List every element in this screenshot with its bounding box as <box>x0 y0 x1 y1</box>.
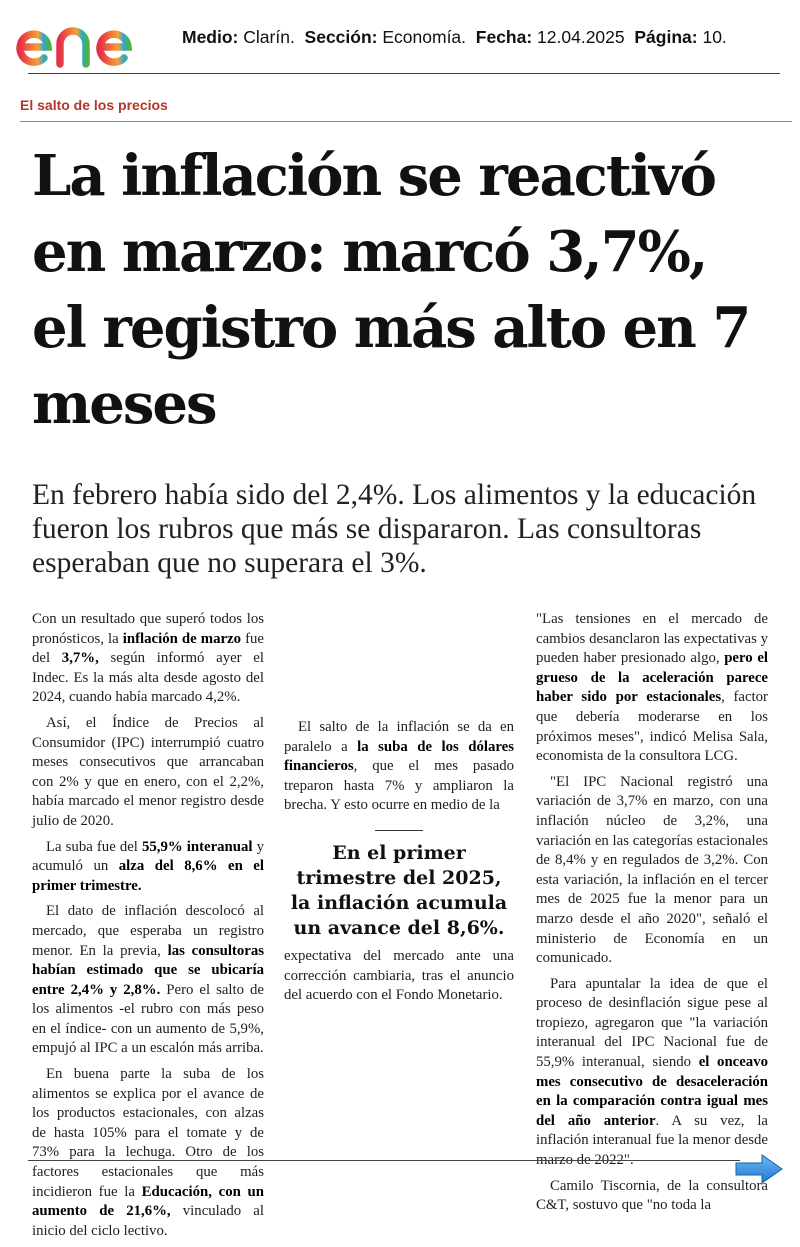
article-column-2-body <box>284 718 514 1012</box>
footer-divider <box>28 1160 740 1161</box>
paragraph-8: "El IPC Nacional registró una variación de 3,7% en marzo, con una inflación núcleo de 3,2%, una variación en las categorías estacionales de 8,4% y en regulados de 3,2%. Con esta variación, la inflación en el tercer mes de 2025 fue la menor para un marzo desde el año 2020", señaló el ministerio de Economía en un comunicado. <box>536 773 768 967</box>
headline: La inflación se reactivó en marzo: marcó 3,7%, el registro más alto en 7 meses <box>32 143 750 437</box>
paragraph-1: Con un resultado que superó todos los pronósticos, la inflación de marzo fue del 3,7%, según informó ayer el Indec. Es la más alta desde agosto del 2024, cuando había marcado 4,2%. <box>32 611 264 706</box>
paragraph-2: Así, el Índice de Precios al Consumidor (IPC) interrumpió cuatro meses consecutivos que arrancaban con 2% y que en enero, con el 2,2%, había marcado el menor registro desde julio de 2020. <box>32 714 264 829</box>
pullquote: En el primer trimestre del 2025, la inflación acumula un avance del 8,6%. <box>290 841 508 939</box>
paragraph-7: "Las tensiones en el mercado de cambios desanclaron las expectativas y pueden haber presionado algo, pero el grueso de la aceleración parece haber sido por estacionales, factor que debería moderarse en los próximos meses", indicó Melisa Sala, economista de la consultora LCG. <box>536 611 769 765</box>
paragraph-10: Camilo Tiscornia, de la consultora C&T, sostuvo que "no toda la <box>536 1177 768 1214</box>
medio-value: Clarín. <box>243 27 295 47</box>
paragraph-9: Para apuntalar la idea de que el proceso de desinflación sigue pese al tropiezo, agregaron que "la variación interanual del IPC Nacional fue de 55,9% interanual, siendo el onceavo mes consecutivo de desaceleración en la comparación contra igual mes del año anterior. A su vez, la inflación interanual fue la menor desde marzo de 2022". <box>536 975 769 1169</box>
section-divider <box>20 121 792 122</box>
pagina-value: 10. <box>702 27 727 47</box>
paragraph-4: El dato de inflación descolocó al mercado, que esperaba un registro menor. En la previa, las consultoras habían estimado que se ubicaría entre 2,4% y 2,8%. Pero el salto de los alimentos -el rubro con más peso en el índice- con un aumento de 5,9%, empujó al IPC a un escalón más arriba. <box>32 903 264 1057</box>
header-divider <box>28 73 780 74</box>
pullquote-divider <box>375 830 423 831</box>
press-metadata <box>182 27 727 48</box>
fecha-label: Fecha: <box>475 27 533 47</box>
section-label: El salto de los precios <box>20 97 168 113</box>
paragraph-6-continued: expectativa del mercado ante una corrección cambiaria, tras el anuncio del acuerdo con el Fondo Monetario. <box>284 947 514 1004</box>
seccion-value: Economía. <box>382 27 467 47</box>
deck-subtitle: En febrero había sido del 2,4%. Los alimentos y la educación fueron los rubros que más se dispararon. Las consultoras esperaban que no superara el 3%. <box>32 479 757 579</box>
paragraph-3: La suba fue del 55,9% interanual y acumuló un alza del 8,6% en el primer trimestre. <box>32 838 264 894</box>
fecha-value: 12.04.2025 <box>537 27 625 47</box>
pagina-label: Página: <box>634 27 698 47</box>
paragraph-5: En buena parte la suba de los alimentos se explica por el avance de los productos estacionales, con alzas de hasta 105% para el tomate y de 73% para la lechuga. Otro de los factores estacionales que más incidieron fue la Educación, con un aumento de 21,6%, vinculado al inicio del ciclo lectivo. <box>32 1066 264 1239</box>
medio-label: Medio: <box>182 27 239 47</box>
seccion-label: Sección: <box>304 27 378 47</box>
arrow-right-icon[interactable] <box>734 1152 784 1186</box>
article-column-3 <box>536 610 768 1222</box>
article-column-1 <box>32 610 264 1247</box>
paragraph-6: El salto de la inflación se da en paralelo a la suba de los dólares financieros, que el mes pasado treparon hasta 7% y ampliaron la brecha. Y esto ocurre en medio de la <box>284 719 515 814</box>
enel-logo <box>14 10 172 70</box>
